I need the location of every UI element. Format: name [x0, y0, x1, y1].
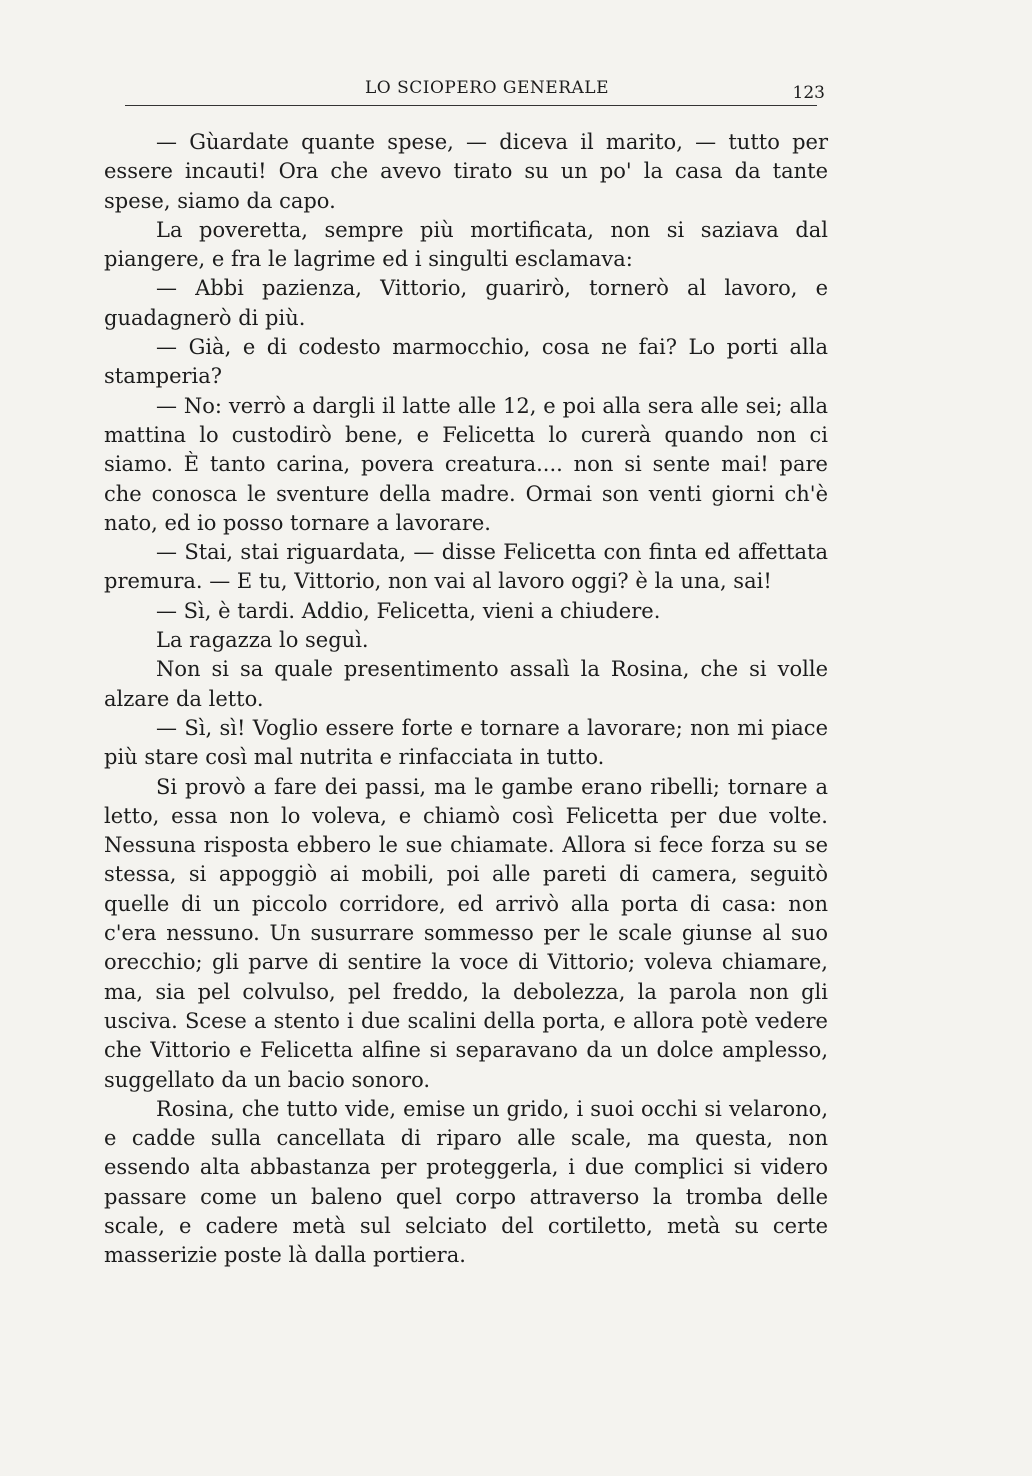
paragraph: Non si sa quale presentimento assalì la Rosina, che si volle alzare da letto. [104, 657, 828, 711]
page-header [125, 78, 825, 112]
paragraph: Rosina, che tutto vide, emise un grido, i suoi occhi si velarono, e cadde sulla cancellata di riparo alle scale, ma questa, non essendo alta abbastanza per proteggerla, i due complici si videro passare come un baleno quel corpo attraverso la tromba delle scale, e cadere metà sul selciato del cortiletto, metà su certe masserizie poste là dalla portiera. [104, 1096, 828, 1268]
running-title: LO SCIOPERO GENERALE [365, 78, 609, 98]
paragraph: — No: verrò a dargli il latte alle 12, e poi alla sera alle sei; alla mattina lo custodirò bene, e Felicetta lo curerà quando non ci siamo. È tanto carina, povera creatura.... non si sente mai! pare che conosca le sventure della madre. Ormai son venti giorni ch'è nato, ed io posso tornare a lavorare. [104, 393, 828, 535]
body-text [104, 128, 828, 1271]
paragraph: La ragazza lo seguì. [156, 628, 369, 653]
paragraph: Si provò a fare dei passi, ma le gambe erano ribelli; tornare a letto, essa non lo voleva, e chiamò così Felicetta per due volte. Nessuna risposta ebbero le sue chiamate. Allora si fece forza su se stessa, si appoggiò ai mobili, poi alle pareti di camera, seguitò quelle di un piccolo corridore, ed arrivò alla porta di casa: non c'era nessuno. Un susurrare sommesso per le scale giunse al suo orecchio; gli parve di sentire la voce di Vittorio; voleva chiamare, ma, sia pel colvulso, pel freddo, la debolezza, la parola non gli usciva. Scese a stento i due scalini della porta, e allora potè vedere che Vittorio e Felicetta alfine si separavano da un dolce amplesso, suggellato da un bacio sonoro. [104, 774, 828, 1092]
paragraph: — Stai, stai riguardata, — disse Felicetta con finta ed affettata premura. — E tu, Vittorio, non vai al lavoro oggi? è la una, sai! [104, 540, 828, 594]
paragraph: — Già, e di codesto marmocchio, cosa ne fai? Lo porti alla stamperia? [104, 335, 828, 389]
paragraph: — Gùardate quante spese, — diceva il marito, — tutto per essere incauti! Ora che avevo tirato su un po' la casa da tante spese, siamo da capo. [104, 130, 828, 213]
page-number: 123 [792, 83, 825, 103]
header-rule [125, 105, 817, 106]
paragraph: — Abbi pazienza, Vittorio, guarirò, tornerò al lavoro, e guadagnerò di più. [104, 276, 828, 330]
paragraph: La poveretta, sempre più mortificata, non si saziava dal piangere, e fra le lagrime ed i singulti esclamava: [104, 217, 828, 272]
paragraph: — Sì, è tardi. Addio, Felicetta, vieni a chiudere. [156, 598, 661, 623]
paragraph: — Sì, sì! Voglio essere forte e tornare a lavorare; non mi piace più stare così mal nutrita e rinfacciata in tutto. [104, 715, 828, 770]
